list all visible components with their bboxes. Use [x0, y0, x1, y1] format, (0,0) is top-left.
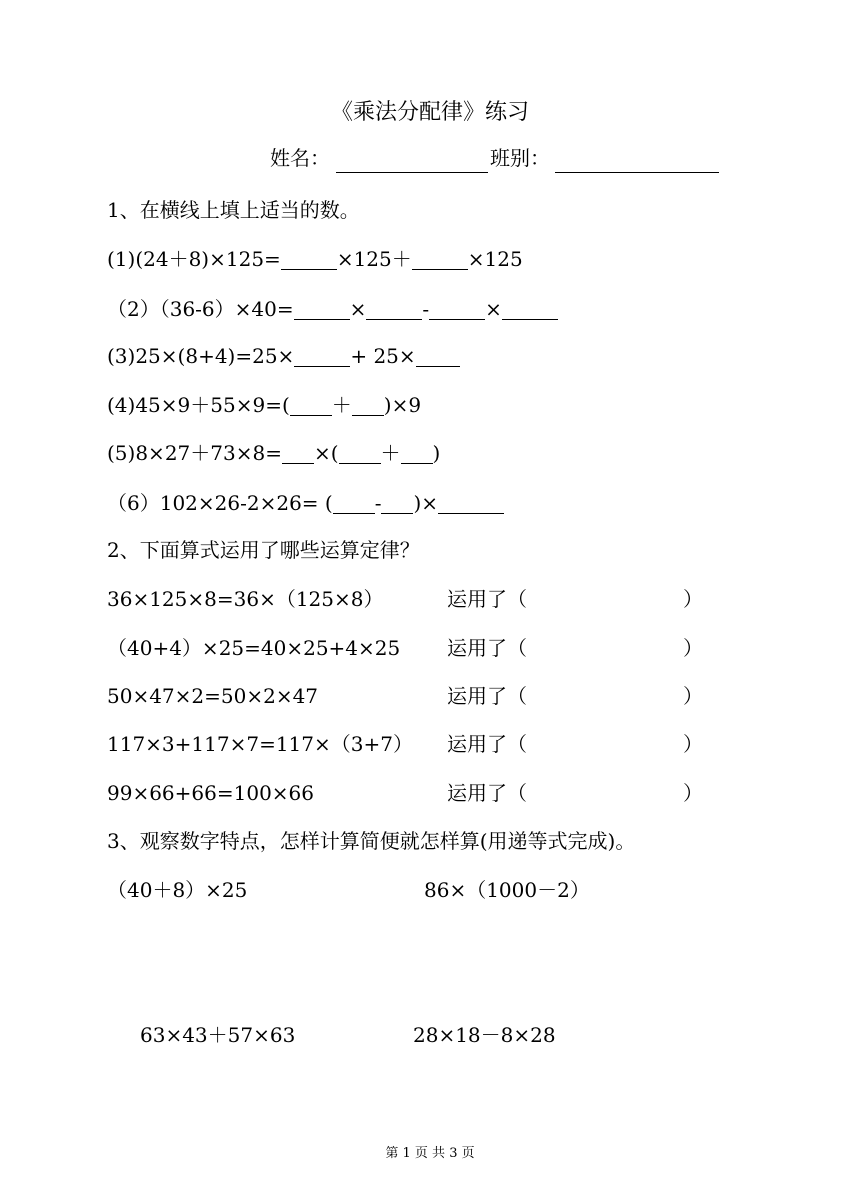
s2-expression: 50×47×2=50×2×47 [107, 684, 319, 708]
s1-item-5 [107, 441, 440, 465]
answer-blank[interactable] [401, 443, 433, 464]
s3-problem: （40＋8）×25 [107, 878, 248, 902]
s2-close-paren: ） [683, 781, 703, 805]
s2-used-label: 运用了（ [447, 587, 527, 611]
s1-item-6-text-a: （6）102×26-2×26= ( [107, 491, 333, 515]
class-label: 班别： [490, 146, 550, 170]
s1-item-4 [107, 393, 421, 417]
s1-item-4-text-b: ＋ [331, 393, 352, 417]
s2-expression: 36×125×8=36×（125×8） [107, 587, 384, 611]
answer-blank[interactable] [339, 443, 381, 464]
s2-expression: （40+4）×25=40×25+4×25 [107, 636, 401, 660]
s1-item-2-text-c: - [422, 297, 430, 321]
answer-blank[interactable] [416, 346, 460, 367]
s1-item-1-text-c: ×125 [467, 247, 523, 271]
s3-problem: 28×18－8×28 [413, 1023, 556, 1047]
s1-item-6 [107, 491, 504, 515]
s1-item-4-text-c: )×9 [383, 393, 422, 417]
s1-item-5-text-d: ) [432, 441, 441, 465]
answer-blank[interactable] [294, 346, 350, 367]
s1-item-2-text-a: （2）（36-6）×40= [107, 297, 294, 321]
s1-item-5-text-b: ×( [313, 441, 339, 465]
answer-blank[interactable] [438, 493, 504, 514]
s1-item-3-text-b: + 25× [350, 344, 416, 368]
section1-heading: 1、在横线上填上适当的数。 [107, 198, 360, 222]
page-footer: 第 1 页 共 3 页 [385, 1146, 475, 1161]
s2-close-paren: ） [683, 732, 703, 756]
answer-blank[interactable] [352, 395, 384, 416]
s2-used-label: 运用了（ [447, 684, 527, 708]
answer-blank[interactable] [429, 299, 485, 320]
s1-item-2-text-b: × [349, 297, 367, 321]
answer-blank[interactable] [282, 443, 314, 464]
s1-item-1 [107, 247, 523, 271]
s1-item-5-text-c: ＋ [380, 441, 401, 465]
s1-item-2 [107, 297, 558, 321]
s2-expression: 99×66+66=100×66 [107, 781, 315, 805]
s1-item-2-text-d: × [485, 297, 502, 321]
name-label: 姓名： [270, 146, 330, 170]
page-title: 《乘法分配律》练习 [330, 100, 529, 125]
s1-item-1-text-b: ×125＋ [336, 247, 412, 271]
s2-close-paren: ） [683, 684, 703, 708]
class-blank[interactable] [555, 172, 719, 173]
answer-blank[interactable] [294, 299, 350, 320]
s1-item-3-text-a: (3)25×(8+4)=25× [107, 344, 295, 368]
s2-used-label: 运用了（ [447, 636, 527, 660]
s1-item-3 [107, 344, 460, 368]
answer-blank[interactable] [290, 395, 332, 416]
s1-item-6-text-c: )× [413, 491, 439, 515]
s2-close-paren: ） [683, 636, 703, 660]
answer-blank[interactable] [502, 299, 558, 320]
s2-used-label: 运用了（ [447, 781, 527, 805]
s1-item-6-text-b: - [374, 491, 382, 515]
s2-used-label: 运用了（ [447, 732, 527, 756]
s3-problem: 86×（1000－2） [424, 878, 590, 902]
section3-heading: 3、观察数字特点，怎样计算简便就怎样算(用递等式完成)。 [107, 829, 636, 853]
s1-item-1-text-a: (1)(24＋8)×125= [107, 247, 281, 271]
s3-problem: 63×43＋57×63 [140, 1023, 296, 1047]
section2-heading: 2、下面算式运用了哪些运算定律？ [107, 538, 420, 562]
answer-blank[interactable] [333, 493, 375, 514]
answer-blank[interactable] [412, 249, 468, 270]
answer-blank[interactable] [381, 493, 413, 514]
s1-item-4-text-a: (4)45×9＋55×9=( [107, 393, 290, 417]
s2-expression: 117×3+117×7=117×（3+7） [107, 732, 413, 756]
s1-item-5-text-a: (5)8×27＋73×8= [107, 441, 282, 465]
s2-close-paren: ） [683, 587, 703, 611]
answer-blank[interactable] [281, 249, 337, 270]
name-blank[interactable] [336, 172, 488, 173]
answer-blank[interactable] [366, 299, 422, 320]
